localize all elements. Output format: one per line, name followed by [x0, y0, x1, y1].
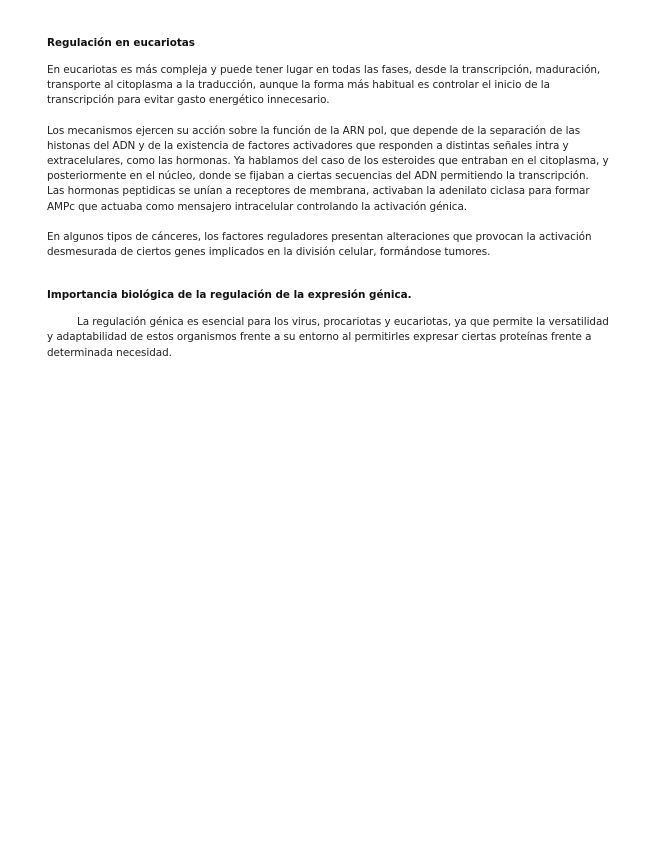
paragraph-mecanismos: Los mecanismos ejercen su acción sobre la función de la ARN pol, que depende de la separación de las histonas del ADN y de la existencia de factores activadores que responden a distintas señales intra y extracelulares, como las hormonas. Ya hablamos del caso de los esteroides que entraban en el citoplasma, y posteriormente en el núcleo, donde se fijaban a ciertas secuencias del ADN permitiendo la transcripción. Las hormonas peptidicas se unían a receptores de membrana, activaban la adenilato ciclasa para formar AMPc que actuaba como mensajero intracelular controlando la activación génica. — [47, 124, 609, 213]
paragraph-eucariotas-intro: En eucariotas es más compleja y puede tener lugar en todas las fases, desde la transcripción, maduración, transporte al citoplasma a la traducción, aunque la forma más habitual es controlar el inicio de la transcripción para evitar gasto energético innecesario. — [47, 64, 601, 107]
section-heading-importancia: Importancia biológica de la regulación de la expresión génica. — [47, 289, 412, 302]
paragraph-importancia: La regulación génica es esencial para los virus, procariotas y eucariotas, ya que permite la versatilidad y adaptabilidad de estos organismos frente a su entorno al permitirles expresar ciertas proteínas frente a determinada necesidad. — [47, 316, 609, 359]
paragraph-canceres: En algunos tipos de cánceres, los factores reguladores presentan alteraciones que provocan la activación desmesurada de ciertos genes implicados en la división celular, formándose tumores. — [47, 230, 592, 259]
section-heading-eucariotas: Regulación en eucariotas — [47, 37, 195, 49]
document-page — [47, 36, 609, 361]
